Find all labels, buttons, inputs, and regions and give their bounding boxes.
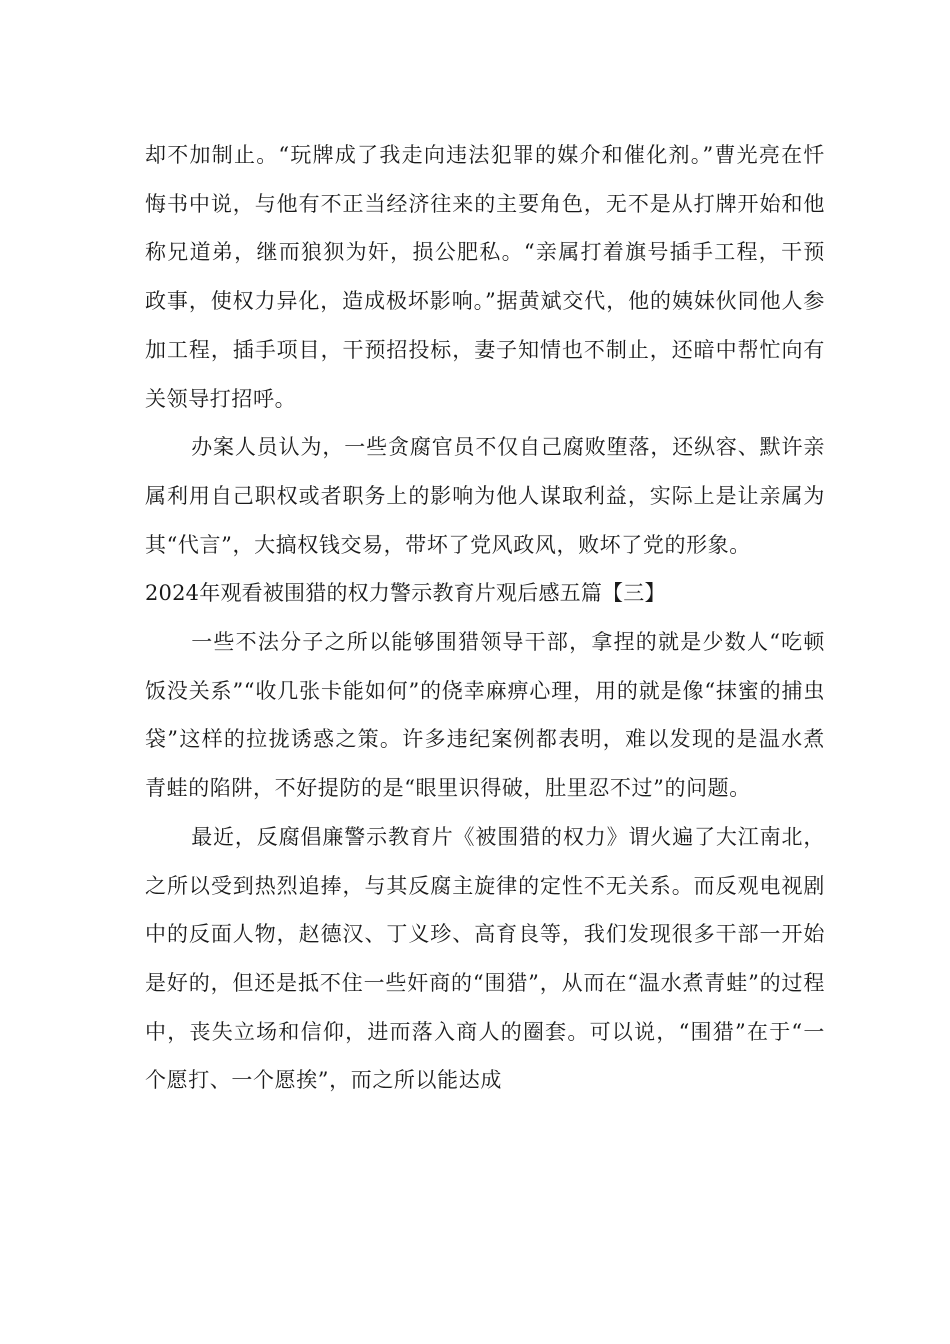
paragraph-4: 最近，反腐倡廉警示教育片《被围猎的权力》谓火遍了大江南北，之所以受到热烈追捧，与其反腐主旋律的定性不无关系。而反观电视剧中的反面人物，赵德汉、丁义珍、高育良等，我们发现很多干部一开始是好的，但还是抵不住一些奸商的“围猎”，从而在“温水煮青蛙”的过程中，丧失立场和信仰，进而落入商人的圈套。可以说，“围猎”在于“一个愿打、一个愿挨”，而之所以能达成	[145, 824, 825, 1093]
document-body	[145, 131, 825, 1105]
paragraph-1: 却不加制止。“玩牌成了我走向违法犯罪的媒介和催化剂。”曹光亮在忏悔书中说，与他有不正当经济往来的主要角色，无不是从打牌开始和他称兄道弟，继而狼狈为奸，损公肥私。“亲属打着旗号插手工程，干预政事，使权力异化，造成极坏影响。”据黄斌交代，他的姨妹伙同他人参加工程，插手项目，干预招投标，妻子知情也不制止，还暗中帮忙向有关领导打招呼。	[145, 143, 825, 411]
section-heading: 2024年观看被围猎的权力警示教育片观后感五篇【三】	[145, 581, 666, 606]
paragraph-3: 一些不法分子之所以能够围猎领导干部，拿捏的就是少数人“吃顿饭没关系”“收几张卡能如何”的侥幸麻痹心理，用的就是像“抹蜜的捕虫袋”这样的拉拢诱惑之策。许多违纪案例都表明，难以发现的是温水煮青蛙的陷阱，不好提防的是“眼里识得破，肚里忍不过”的问题。	[145, 630, 825, 801]
paragraph-2: 办案人员认为，一些贪腐官员不仅自己腐败堕落，还纵容、默许亲属利用自己职权或者职务上的影响为他人谋取利益，实际上是让亲属为其“代言”，大搞权钱交易，带坏了党风政风，败坏了党的形象。	[145, 435, 825, 557]
